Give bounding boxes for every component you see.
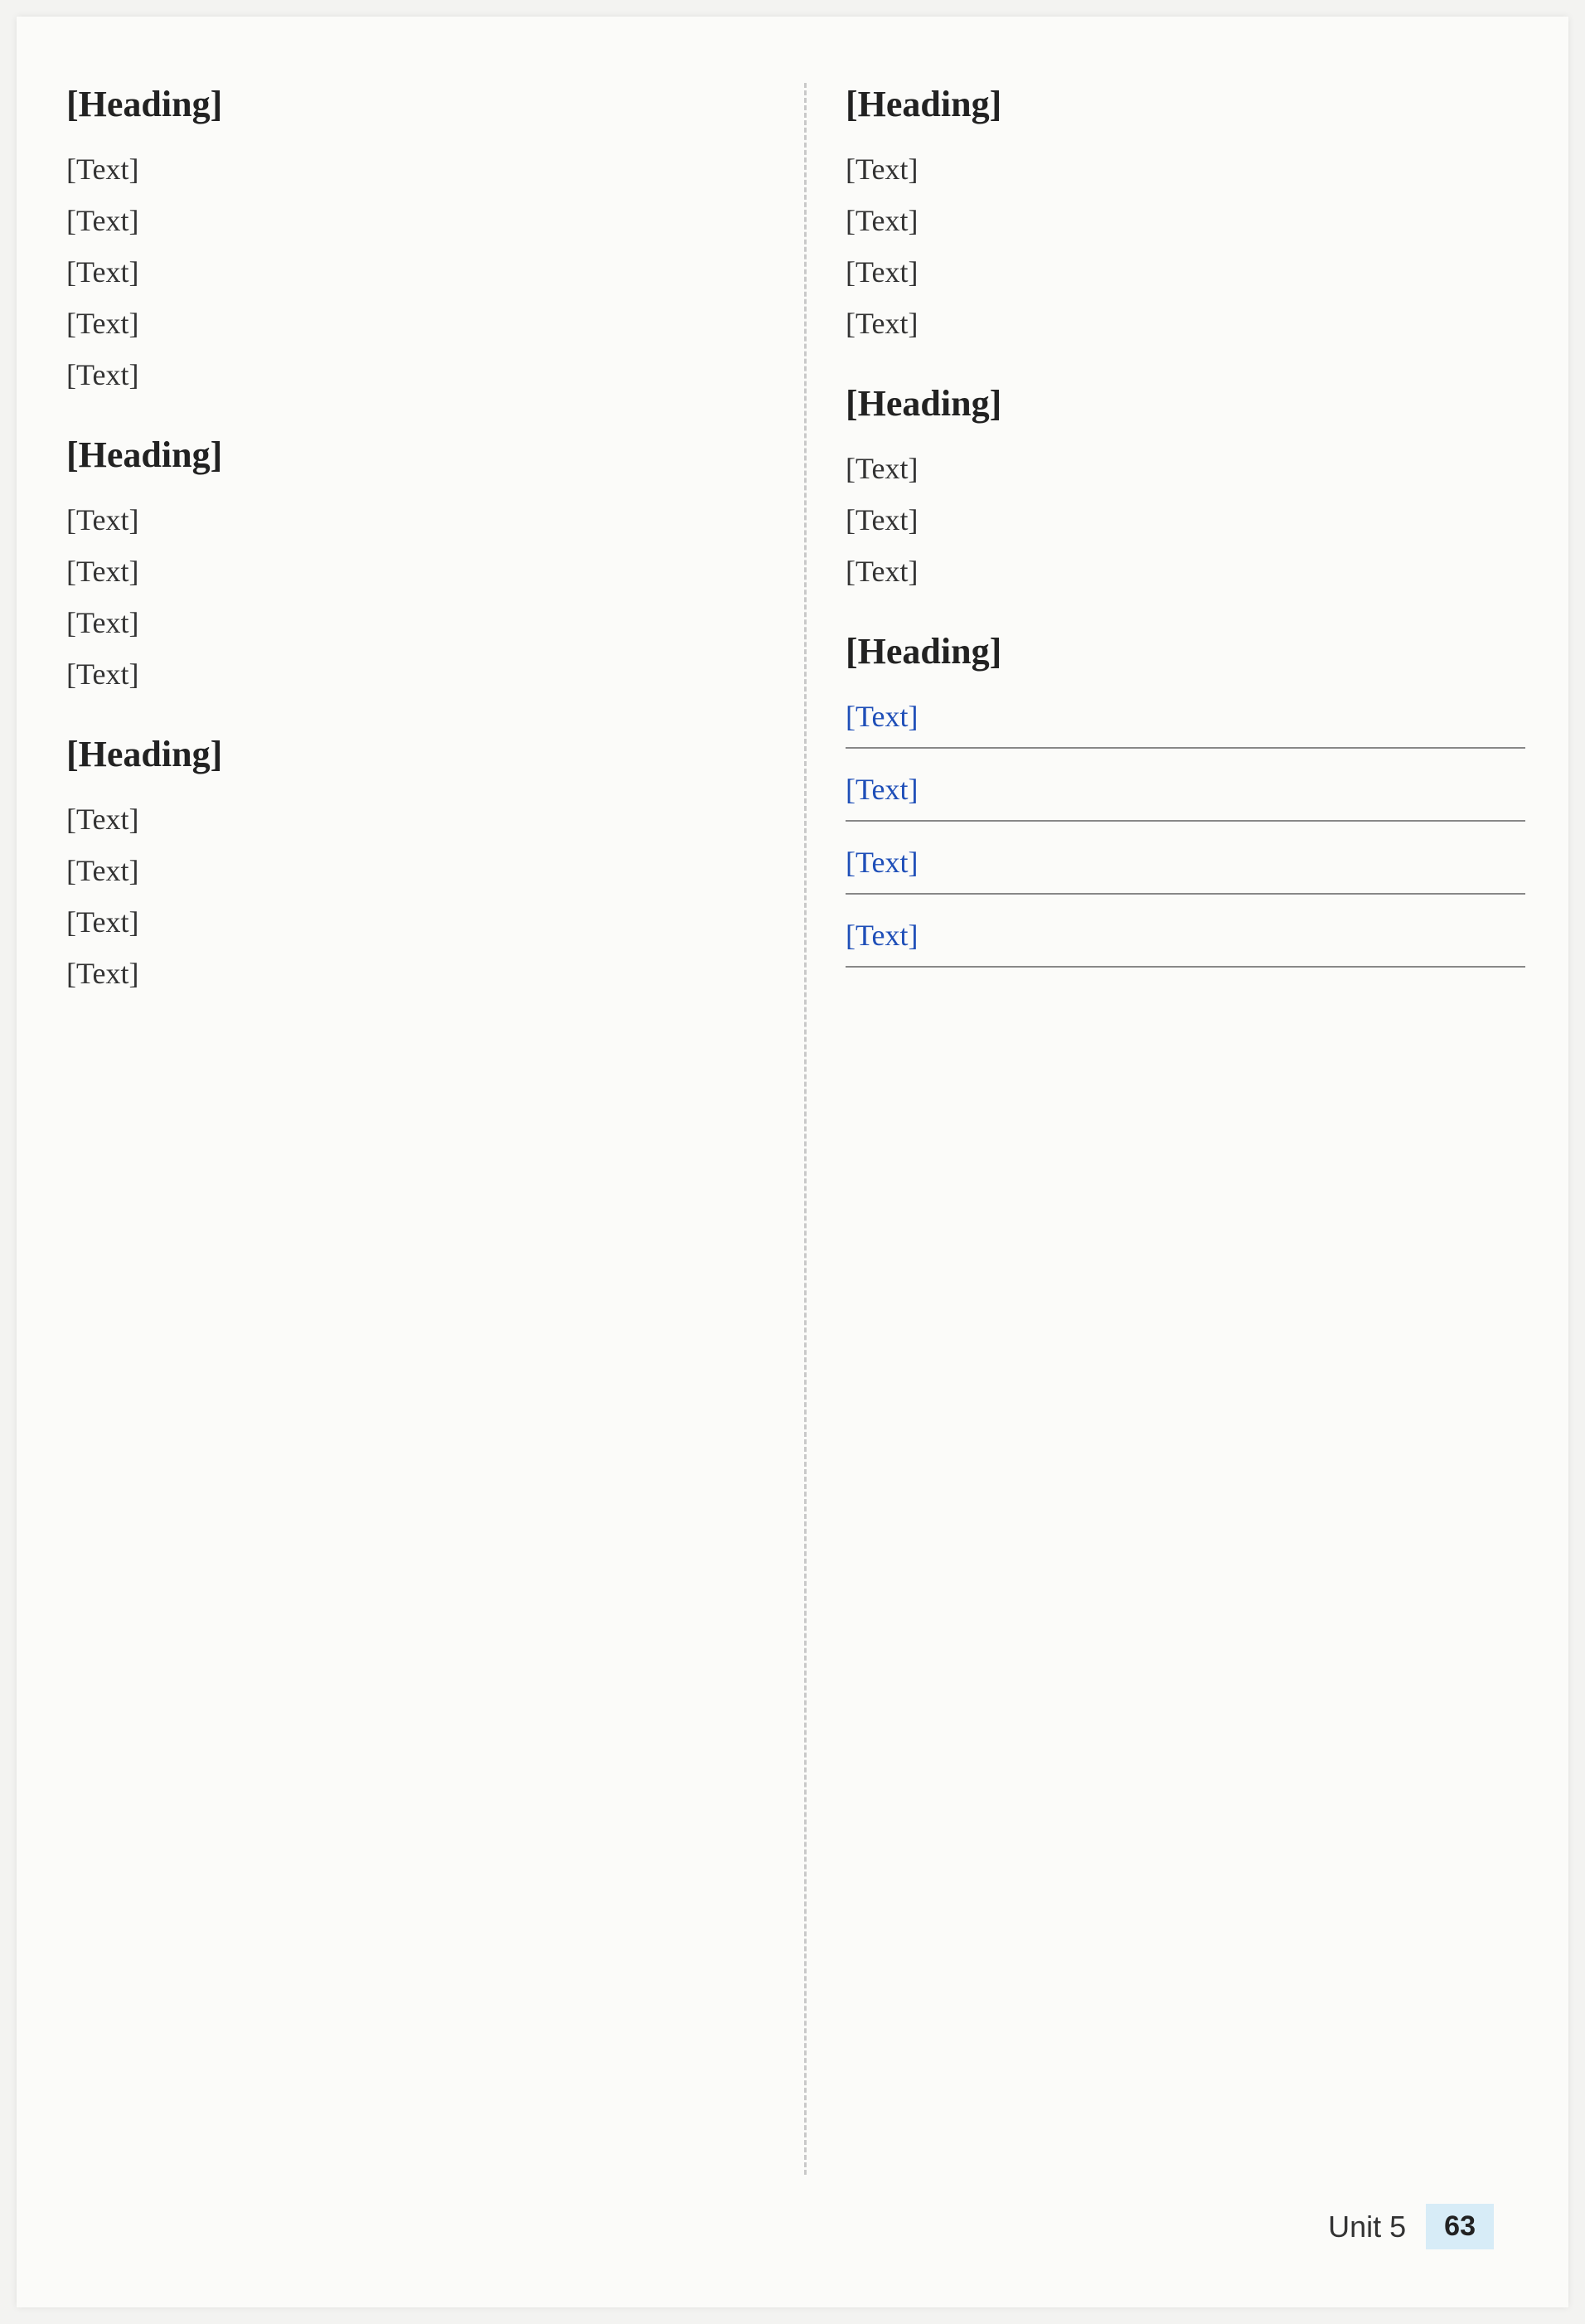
right-column: [846, 83, 1525, 2175]
text-line: [Text]: [66, 803, 139, 836]
block-heading: [Heading]: [846, 383, 1002, 424]
content-block: [66, 83, 746, 400]
page-number: 63: [1426, 2204, 1494, 2249]
text-line: [Text]: [66, 358, 139, 391]
block-heading: [Heading]: [846, 84, 1002, 124]
block-heading: [Heading]: [66, 434, 223, 475]
text-line: [Text]: [66, 905, 139, 939]
answer-line: [Text]: [846, 846, 919, 879]
text-line: [Text]: [66, 555, 139, 588]
text-line: [Text]: [846, 452, 919, 485]
answer-line: [Text]: [846, 919, 919, 952]
block-heading: [Heading]: [66, 84, 223, 124]
answer-rule: [846, 893, 1525, 895]
text-line: [Text]: [66, 957, 139, 990]
text-line: [Text]: [66, 606, 139, 639]
left-column: [66, 83, 746, 2175]
content-block: [66, 434, 746, 700]
text-line: [Text]: [66, 307, 139, 340]
text-line: [Text]: [846, 307, 919, 340]
column-divider: [804, 83, 807, 2175]
answer-rule: [846, 820, 1525, 822]
answer-rule: [846, 747, 1525, 749]
text-line: [Text]: [66, 657, 139, 691]
text-line: [Text]: [66, 503, 139, 536]
text-line: [Text]: [846, 555, 919, 588]
text-line: [Text]: [66, 153, 139, 186]
document-page: [17, 17, 1568, 2307]
text-line: [Text]: [66, 854, 139, 887]
answer-rule: [846, 966, 1525, 968]
content-block: [846, 83, 1525, 349]
text-line: [Text]: [846, 153, 919, 186]
text-line: [Text]: [66, 255, 139, 289]
block-heading: [Heading]: [846, 631, 1002, 672]
text-line: [Text]: [846, 255, 919, 289]
answer-line: [Text]: [846, 773, 919, 806]
unit-label: Unit 5: [1328, 2209, 1407, 2244]
content-block: [66, 733, 746, 999]
answer-line: [Text]: [846, 700, 919, 733]
text-line: [Text]: [846, 204, 919, 237]
text-line: [Text]: [846, 503, 919, 536]
answer-block: [846, 630, 1525, 968]
content-block: [846, 382, 1525, 597]
block-heading: [Heading]: [66, 734, 223, 774]
page-footer: [1328, 2204, 1494, 2249]
text-line: [Text]: [66, 204, 139, 237]
